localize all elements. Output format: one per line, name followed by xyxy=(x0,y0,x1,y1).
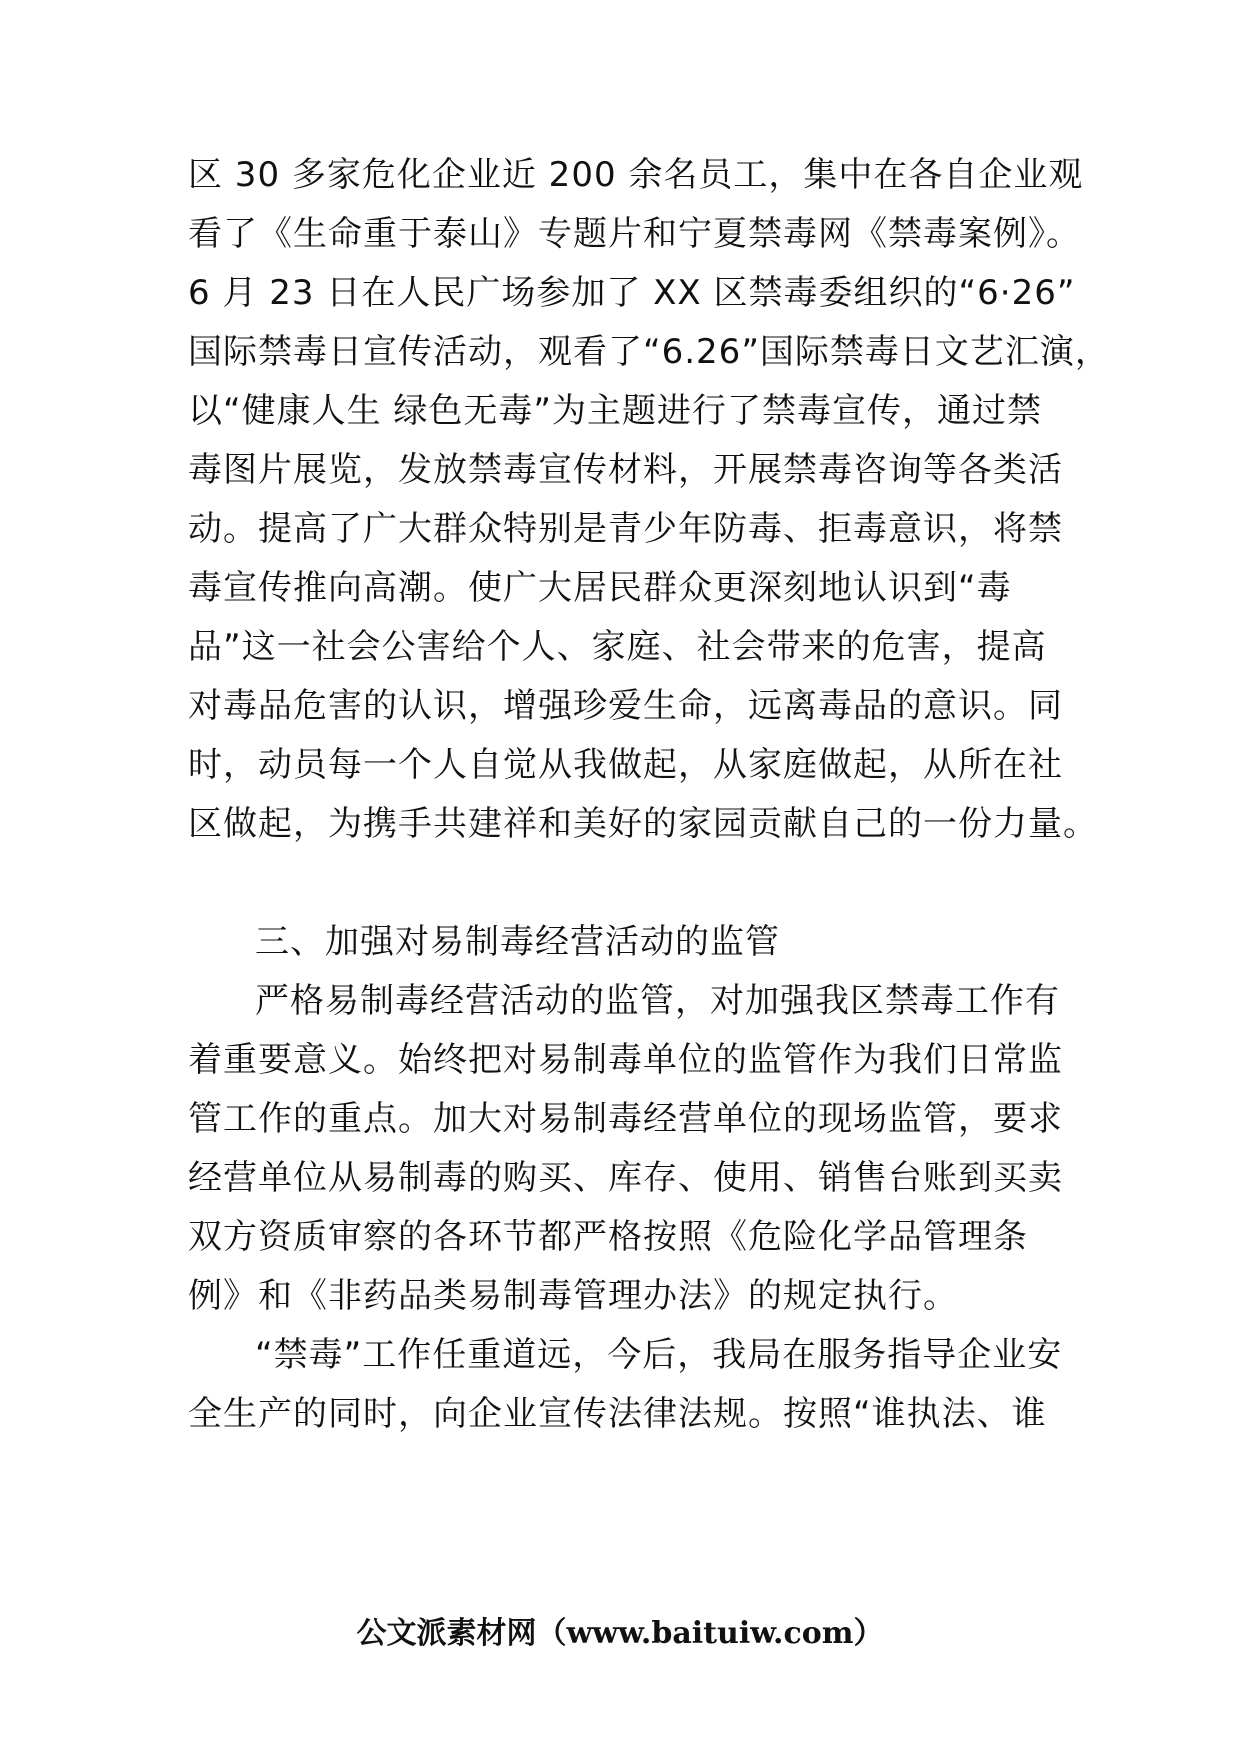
body-line-11: 时，动员每一个人自觉从我做起，从家庭做起，从所在社 xyxy=(188,745,1063,785)
body-line-6: 毒图片展览，发放禁毒宣传材料，开展禁毒咨询等各类活 xyxy=(188,450,1063,490)
body-line-1: 区 30 多家危化企业近 200 余名员工，集中在各自企业观 xyxy=(188,155,1084,195)
body-line-7: 动。提高了广大群众特别是青少年防毒、拒毒意识，将禁 xyxy=(188,509,1063,549)
body-line-8: 毒宣传推向高潮。使广大居民群众更深刻地认识到“毒 xyxy=(188,568,1012,608)
section-line-4: 经营单位从易制毒的购买、库存、使用、销售台账到买卖 xyxy=(188,1158,1063,1198)
section-line-5: 双方资质审察的各环节都严格按照《危险化学品管理条 xyxy=(188,1217,1028,1257)
body-line-3: 6 月 23 日在人民广场参加了 XX 区禁毒委组织的“6·26” xyxy=(188,273,1076,313)
section-line-8: 全生产的同时，向企业宣传法律法规。按照“谁执法、谁 xyxy=(188,1394,1047,1434)
section-line-7: “禁毒”工作任重道远，今后，我局在服务指导企业安 xyxy=(255,1335,1063,1375)
body-line-12: 区做起，为携手共建祥和美好的家园贡献自己的一份力量。 xyxy=(188,804,1098,844)
body-line-2: 看了《生命重于泰山》专题片和宁夏禁毒网《禁毒案例》。 xyxy=(188,214,1081,254)
section-line-1: 严格易制毒经营活动的监管，对加强我区禁毒工作有 xyxy=(255,981,1060,1021)
footer-watermark: 公文派素材网（www.baituiw.com） xyxy=(356,1616,884,1651)
body-line-5: 以“健康人生 绿色无毒”为主题进行了禁毒宣传，通过禁 xyxy=(188,391,1043,431)
section-heading: 三、加强对易制毒经营活动的监管 xyxy=(255,922,780,962)
section-line-3: 管工作的重点。加大对易制毒经营单位的现场监管，要求 xyxy=(188,1099,1063,1139)
section-line-6: 例》和《非药品类易制毒管理办法》的规定执行。 xyxy=(188,1276,958,1316)
body-line-4: 国际禁毒日宣传活动，观看了“6.26”国际禁毒日文艺汇演， xyxy=(188,332,1110,372)
body-line-9: 品”这一社会公害给个人、家庭、社会带来的危害，提高 xyxy=(188,627,1047,667)
section-line-2: 着重要意义。始终把对易制毒单位的监管作为我们日常监 xyxy=(188,1040,1063,1080)
body-line-10: 对毒品危害的认识，增强珍爱生命，远离毒品的意识。同 xyxy=(188,686,1063,726)
